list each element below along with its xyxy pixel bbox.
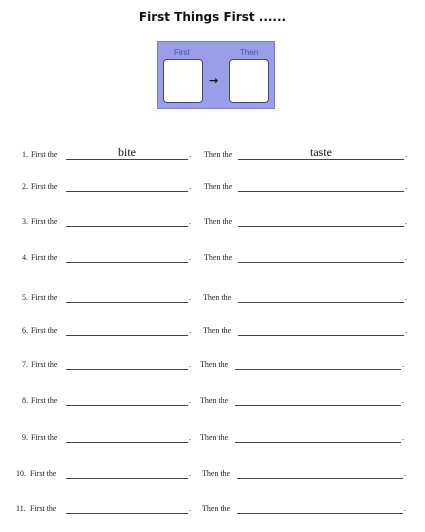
- then-answer-blank[interactable]: [238, 217, 404, 227]
- then-answer-blank[interactable]: [238, 145, 404, 160]
- worksheet-title: First Things First ......: [138, 10, 287, 24]
- first-the-label: First the: [31, 396, 58, 405]
- exercise-row: [0, 217, 425, 231]
- first-the-label: First the: [31, 182, 58, 191]
- row-number: 6.: [22, 326, 28, 335]
- first-then-diagram: [157, 41, 275, 109]
- exercise-row: [0, 293, 425, 307]
- first-answer-blank[interactable]: [66, 293, 188, 303]
- then-answer-blank[interactable]: [238, 326, 404, 336]
- row-number: 3.: [22, 217, 28, 226]
- period: .: [189, 182, 191, 191]
- period: .: [189, 326, 191, 335]
- period: .: [405, 326, 407, 335]
- diagram-first-label: First: [174, 48, 190, 57]
- then-answer-text: taste: [310, 145, 332, 159]
- then-the-label: Then the: [203, 326, 232, 335]
- first-the-label: First the: [31, 360, 58, 369]
- period: .: [189, 504, 191, 513]
- diagram-then-box: [229, 59, 269, 103]
- row-number: 9.: [22, 433, 28, 442]
- row-number: 4.: [22, 253, 28, 262]
- first-answer-blank[interactable]: [66, 504, 188, 514]
- then-the-label: Then the: [200, 396, 229, 405]
- first-the-label: First the: [31, 433, 58, 442]
- period: .: [405, 293, 407, 302]
- first-the-label: First the: [31, 217, 58, 226]
- then-answer-blank[interactable]: [235, 433, 401, 443]
- period: .: [189, 396, 191, 405]
- period: .: [405, 217, 407, 226]
- then-the-label: Then the: [204, 150, 233, 159]
- first-the-label: First the: [31, 150, 58, 159]
- exercise-row: [0, 396, 425, 410]
- then-answer-blank[interactable]: [235, 396, 401, 406]
- then-answer-blank[interactable]: [235, 360, 401, 370]
- row-number: 5.: [22, 293, 28, 302]
- period: .: [405, 182, 407, 191]
- then-the-label: Then the: [202, 504, 231, 513]
- first-answer-blank[interactable]: [66, 469, 188, 479]
- then-answer-blank[interactable]: [237, 469, 403, 479]
- exercise-row: [0, 469, 425, 483]
- first-answer-text: bite: [118, 145, 136, 159]
- period: .: [189, 217, 191, 226]
- then-the-label: Then the: [200, 360, 229, 369]
- first-the-label: First the: [30, 504, 57, 513]
- period: .: [402, 360, 404, 369]
- row-number: 2.: [22, 182, 28, 191]
- then-answer-blank[interactable]: [238, 182, 404, 192]
- period: .: [404, 469, 406, 478]
- then-the-label: Then the: [204, 217, 233, 226]
- exercise-row: [0, 360, 425, 374]
- then-the-label: Then the: [202, 469, 231, 478]
- period: .: [189, 469, 191, 478]
- exercise-row: [0, 433, 425, 447]
- diagram-then-label: Then: [240, 48, 259, 57]
- exercise-row: [0, 145, 425, 164]
- exercise-row: [0, 504, 425, 518]
- first-answer-blank[interactable]: [66, 182, 188, 192]
- then-the-label: Then the: [204, 182, 233, 191]
- then-the-label: Then the: [200, 433, 229, 442]
- row-number: 8.: [22, 396, 28, 405]
- row-number: 10.: [16, 469, 26, 478]
- period: .: [404, 504, 406, 513]
- first-answer-blank[interactable]: [66, 217, 188, 227]
- row-number: 11.: [16, 504, 26, 513]
- period: .: [405, 253, 407, 262]
- period: .: [189, 150, 191, 159]
- first-answer-blank[interactable]: [66, 326, 188, 336]
- period: .: [405, 150, 407, 159]
- exercise-row: [0, 253, 425, 267]
- period: .: [189, 253, 191, 262]
- then-answer-blank[interactable]: [237, 504, 403, 514]
- first-the-label: First the: [31, 326, 58, 335]
- first-answer-blank[interactable]: [66, 396, 188, 406]
- exercise-row: [0, 326, 425, 340]
- first-the-label: First the: [30, 469, 57, 478]
- first-answer-blank[interactable]: [66, 433, 188, 443]
- diagram-first-box: [163, 59, 203, 103]
- first-the-label: First the: [31, 253, 58, 262]
- then-the-label: Then the: [203, 293, 232, 302]
- period: .: [402, 396, 404, 405]
- then-answer-blank[interactable]: [238, 253, 404, 263]
- period: .: [189, 360, 191, 369]
- exercise-row: [0, 182, 425, 196]
- first-answer-blank[interactable]: [66, 360, 188, 370]
- first-answer-blank[interactable]: [66, 253, 188, 263]
- row-number: 7.: [22, 360, 28, 369]
- then-answer-blank[interactable]: [238, 293, 404, 303]
- period: .: [402, 433, 404, 442]
- period: .: [189, 433, 191, 442]
- then-the-label: Then the: [204, 253, 233, 262]
- arrow-right-icon: →: [209, 74, 219, 87]
- period: .: [189, 293, 191, 302]
- first-the-label: First the: [31, 293, 58, 302]
- row-number: 1.: [22, 150, 28, 159]
- first-answer-blank[interactable]: [66, 145, 188, 160]
